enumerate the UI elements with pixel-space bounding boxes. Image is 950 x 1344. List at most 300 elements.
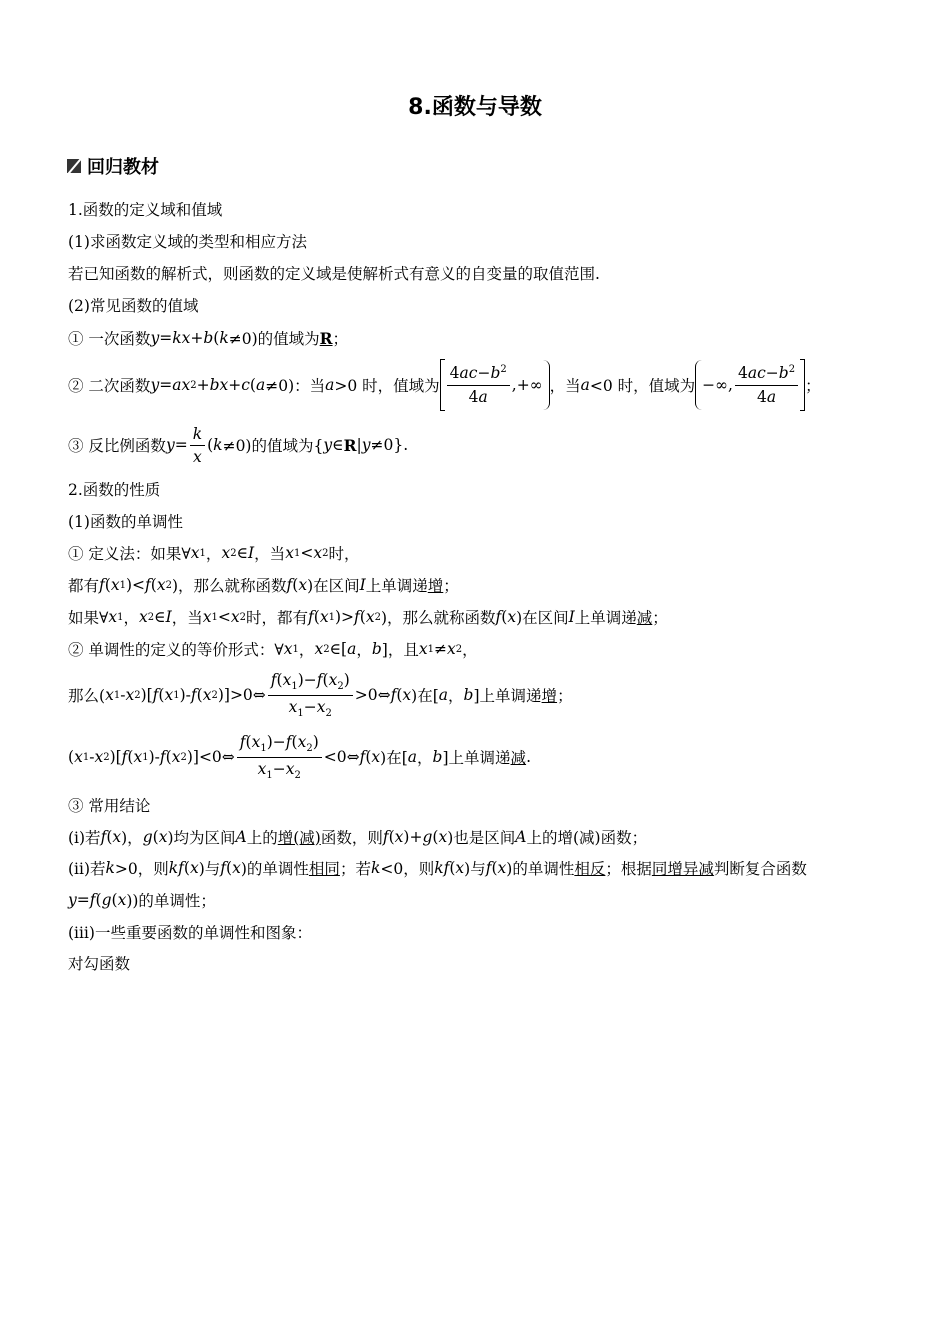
text: ( <box>207 436 214 454</box>
underlined-answer: 减 <box>510 749 527 767</box>
math-var: A <box>515 828 527 846</box>
text: <0⇔ <box>323 748 360 766</box>
subscript: 1 <box>293 547 301 559</box>
text: = <box>159 376 173 394</box>
math-var: g <box>422 828 433 846</box>
text: 上单调递 <box>365 577 428 595</box>
page-title: 8.函数与导数 <box>408 95 542 120</box>
math-var: a <box>255 376 266 394</box>
text: ≠ <box>433 640 447 658</box>
text: ( <box>127 748 134 766</box>
math-var: x <box>232 859 241 877</box>
text: 4 <box>756 387 767 406</box>
math-var: f <box>286 576 293 594</box>
subscript: 2 <box>211 689 218 701</box>
math-var: x <box>105 686 114 704</box>
denominator <box>190 446 205 466</box>
text: )]>0⇔ <box>217 686 266 704</box>
subscript: 2 <box>323 643 330 655</box>
math-var: x <box>139 608 148 626</box>
text: ， <box>417 749 433 767</box>
text: −∞, <box>702 376 733 394</box>
math-var: x <box>158 828 168 846</box>
subscript: 1 <box>260 743 267 755</box>
text: 若已知函数的解析式，则函数的定义域是使解析式有意义的自变量的取值范围. <box>68 265 600 283</box>
math-var: f <box>285 733 292 752</box>
math-var: b <box>203 329 214 347</box>
text-line <box>68 322 348 354</box>
text: . <box>526 748 531 766</box>
math-var: x <box>230 608 240 626</box>
superscript: 2 <box>190 379 197 391</box>
subscript: 2 <box>325 707 332 719</box>
text: (2)常见函数的值域 <box>68 297 199 315</box>
math-var: I <box>568 608 575 626</box>
subscript: 2 <box>134 689 141 701</box>
text: ， <box>448 687 464 705</box>
text: ① 定义法：如果∀ <box>68 545 191 563</box>
text: )在[ <box>380 749 408 767</box>
text: >0⇔ <box>354 686 391 704</box>
math-var: x <box>189 859 199 877</box>
text: )也是区间 <box>447 829 516 847</box>
text: (ⅲ)一些重要函数的单调性和图象： <box>68 924 312 942</box>
text: >0，则 <box>114 860 169 878</box>
fraction <box>237 733 322 780</box>
subscript: 1 <box>82 751 90 763</box>
subscript: 2 <box>306 743 313 755</box>
denominator <box>754 386 779 406</box>
subscript: 2 <box>165 579 172 591</box>
text-line <box>68 257 600 289</box>
text-line <box>68 193 222 225</box>
subscript: 2 <box>180 751 187 763</box>
text: ( <box>322 671 329 690</box>
text-line <box>68 916 312 948</box>
text: ； <box>443 577 459 595</box>
text: 如果∀ <box>68 609 109 627</box>
text: ( <box>313 608 320 626</box>
numerator <box>237 733 322 757</box>
text: ( <box>95 891 102 909</box>
subscript: 2 <box>294 769 301 781</box>
math-var: x <box>507 608 517 626</box>
math-var: k <box>192 424 203 443</box>
text: ≠0}. <box>370 436 409 454</box>
math-var: k <box>213 436 223 454</box>
text: )的单调性 <box>240 860 309 878</box>
math-var: a <box>478 387 488 406</box>
math-var: k <box>370 859 381 877</box>
math-var: x <box>438 828 448 846</box>
subscript: 2 <box>103 751 110 763</box>
text: 4 <box>449 364 460 383</box>
text: (1)函数的单调性 <box>68 513 183 531</box>
text: 1.函数的定义域和值域 <box>68 201 223 219</box>
text-line <box>68 884 216 916</box>
math-var: x <box>133 748 143 766</box>
text: 时，都有 <box>246 609 309 627</box>
text: ( <box>68 748 75 766</box>
math-var: x <box>282 671 292 690</box>
text: = <box>159 329 173 347</box>
text: ( <box>388 828 395 846</box>
text: 函数，则 <box>320 829 383 847</box>
text: )与 <box>464 860 486 878</box>
math-var: x <box>202 686 212 704</box>
text: )均为区间 <box>167 829 236 847</box>
text: 那么( <box>68 687 106 705</box>
math-var: f <box>495 608 502 626</box>
text: ，当 <box>254 545 286 563</box>
text: - <box>89 748 95 766</box>
subscript: 2 <box>239 611 246 623</box>
text-line <box>68 424 409 466</box>
text: ]，且 <box>381 641 419 659</box>
underlined-answer <box>320 329 333 348</box>
math-var: I <box>248 544 255 562</box>
math-var: a <box>407 748 418 766</box>
math-var: x <box>110 576 120 594</box>
text: 时， <box>328 545 360 563</box>
text: 上的增(减)函数； <box>526 829 648 847</box>
math-var: a <box>766 387 777 406</box>
math-var: x <box>257 759 267 778</box>
math-var: a <box>438 686 449 704</box>
denominator <box>286 696 335 719</box>
text: )< <box>125 576 145 594</box>
text: ∈ <box>332 436 344 454</box>
math-var: bx <box>209 376 229 394</box>
text-line <box>68 601 668 633</box>
subscript: 1 <box>113 689 121 701</box>
superscript: 2 <box>788 364 796 376</box>
text: ( <box>396 686 403 704</box>
math-var: f <box>190 686 197 704</box>
text-line <box>68 569 459 601</box>
text: <0，则 <box>380 860 435 878</box>
text: 上的 <box>246 829 278 847</box>
math-var: x <box>193 447 202 466</box>
text-line <box>68 289 198 321</box>
text-line <box>68 537 359 569</box>
text: )+ <box>403 828 423 846</box>
text: (1)求函数定义域的类型和相应方法 <box>68 233 307 251</box>
subscript: 2 <box>374 611 381 623</box>
math-var: k <box>105 859 115 877</box>
math-var: I <box>359 576 366 594</box>
text: ( <box>165 748 172 766</box>
text-line <box>68 789 150 821</box>
text: ； <box>805 377 821 395</box>
text: 对勾函数 <box>68 955 131 973</box>
underlined-answer: 增 <box>541 687 558 705</box>
underlined-answer: 增 <box>427 577 444 595</box>
math-var: f <box>382 828 389 846</box>
subscript: 1 <box>291 681 298 693</box>
text: )[ <box>140 686 153 704</box>
text: 2.函数的性质 <box>68 481 161 499</box>
text-line <box>68 671 573 719</box>
text: (ⅰ)若 <box>68 829 101 847</box>
fraction <box>268 671 353 718</box>
math-var: a <box>325 376 335 394</box>
math-var: x <box>313 544 323 562</box>
text: ( <box>152 828 159 846</box>
text: )的单调性 <box>506 860 575 878</box>
pencil-square-icon <box>67 159 81 173</box>
subscript: 1 <box>292 643 299 655</box>
underlined-answer: 相反 <box>574 860 606 878</box>
text: ( <box>249 376 256 394</box>
text: )> <box>334 608 354 626</box>
text: ≠0)的值域为 <box>228 330 320 348</box>
math-var: f <box>316 671 323 690</box>
text-line <box>68 473 160 505</box>
text: − <box>272 759 286 778</box>
math-var: f <box>121 748 128 766</box>
text: ( <box>449 859 456 877</box>
text-line <box>68 821 647 853</box>
underlined-answer: 相同 <box>308 860 340 878</box>
denominator <box>255 758 304 781</box>
math-var: x <box>112 828 122 846</box>
math-var: A <box>235 828 247 846</box>
fraction <box>190 425 205 466</box>
text: )， <box>121 829 143 847</box>
text: ( <box>491 859 498 877</box>
text: 都有 <box>68 577 100 595</box>
text: )在[ <box>411 687 439 705</box>
math-var: b <box>490 364 501 383</box>
text: ( <box>183 859 190 877</box>
subscript: 1 <box>427 643 434 655</box>
text-line <box>68 633 478 665</box>
text: < <box>217 608 231 626</box>
math-var: x <box>202 608 212 626</box>
math-var: x <box>314 640 324 658</box>
text: ( <box>213 329 220 347</box>
text: (ⅱ)若 <box>68 860 106 878</box>
math-var: x <box>394 828 404 846</box>
math-var: x <box>285 544 294 562</box>
text: ② 单调性的定义的等价形式：∀ <box>68 641 284 659</box>
text: ③ 反比例函数 <box>68 437 166 455</box>
text: - <box>120 686 126 704</box>
text: 判断复合函数 <box>713 860 807 878</box>
math-var: x <box>283 640 293 658</box>
text: )[ <box>109 748 122 766</box>
subscript: 2 <box>230 547 237 559</box>
math-var: b <box>778 364 789 383</box>
subscript: 1 <box>266 769 273 781</box>
math-var: x <box>328 671 338 690</box>
text: ； <box>332 330 349 348</box>
text: ∈ <box>154 608 166 626</box>
math-var: f <box>270 671 277 690</box>
text: )- <box>179 686 191 704</box>
math-var: x <box>497 859 507 877</box>
underlined-answer: 增(减) <box>277 829 321 847</box>
text-line <box>68 364 821 406</box>
right-paren <box>543 360 550 410</box>
text: ( <box>365 748 372 766</box>
text: ， <box>462 641 478 659</box>
text: 4 <box>737 364 748 383</box>
math-var: x <box>285 759 295 778</box>
math-var: x <box>108 608 118 626</box>
math-var: x <box>156 576 166 594</box>
text: ① 一次函数 <box>68 330 151 348</box>
math-var: b <box>371 640 382 658</box>
text: − <box>765 364 779 383</box>
math-var: g <box>101 891 112 909</box>
subscript: 1 <box>142 751 149 763</box>
text: ；若 <box>339 860 371 878</box>
text: ( <box>158 686 165 704</box>
text: ,+∞ <box>511 376 543 394</box>
math-var: x <box>117 891 127 909</box>
text: ( <box>501 608 508 626</box>
math-var: kf <box>168 859 184 877</box>
text: − <box>303 697 317 716</box>
text: )]<0⇔ <box>186 748 235 766</box>
math-var: x <box>125 686 135 704</box>
text: ))的单调性； <box>126 892 216 910</box>
text: ( <box>150 576 157 594</box>
underlined-answer: 同增异减 <box>651 860 714 878</box>
text-line <box>68 947 130 979</box>
bold-symbol: R <box>319 328 333 348</box>
subscript: 1 <box>117 611 124 623</box>
math-var: f <box>308 608 314 626</box>
math-var: x <box>402 686 412 704</box>
math-var: f <box>359 748 366 766</box>
text: ) <box>343 671 350 690</box>
subscript: 1 <box>173 689 180 701</box>
subscript: 1 <box>211 611 218 623</box>
text: ( <box>292 576 299 594</box>
math-var: f <box>152 686 159 704</box>
text: − <box>477 364 491 383</box>
text: + <box>228 376 242 394</box>
text-line <box>68 225 307 257</box>
math-var: x <box>251 733 261 752</box>
text: ( <box>111 891 118 909</box>
math-var: x <box>418 640 428 658</box>
math-var: ax <box>172 376 191 394</box>
math-var: I <box>165 608 172 626</box>
left-paren <box>695 360 702 410</box>
text: 上单调递 <box>574 609 637 627</box>
text: )在区间 <box>516 609 569 627</box>
math-var: a <box>347 640 357 658</box>
text: ( <box>291 733 298 752</box>
subscript: 1 <box>328 611 335 623</box>
math-var: y <box>361 436 371 454</box>
text: 4 <box>468 387 479 406</box>
subscript: 1 <box>119 579 126 591</box>
text: ， <box>123 609 139 627</box>
math-var: x <box>446 640 456 658</box>
denominator <box>466 386 491 406</box>
text: ( <box>432 828 439 846</box>
text: )− <box>266 733 286 752</box>
math-var: f <box>390 686 397 704</box>
numerator <box>735 364 798 385</box>
math-var: x <box>371 748 381 766</box>
math-var: f <box>354 608 360 626</box>
text: + <box>190 329 204 347</box>
math-var: x <box>94 748 104 766</box>
text: ，当 <box>171 609 203 627</box>
math-var: k <box>219 329 229 347</box>
text: ( <box>226 859 233 877</box>
text: ( <box>106 828 113 846</box>
math-var: f <box>159 748 166 766</box>
math-var: x <box>74 748 83 766</box>
text: = <box>76 891 90 909</box>
math-var: b <box>432 748 443 766</box>
subscript: 2 <box>322 547 329 559</box>
text: ； <box>652 609 668 627</box>
text: )，那么就称函数 <box>171 577 287 595</box>
math-var: f <box>485 859 492 877</box>
math-var: x <box>190 544 200 562</box>
text: ( <box>245 733 252 752</box>
text-line <box>68 733 531 781</box>
text: ； <box>557 687 573 705</box>
text: ， <box>298 641 315 659</box>
math-var: kx <box>172 329 191 347</box>
section-heading <box>67 153 159 179</box>
text: ， <box>205 545 222 563</box>
math-var: ac <box>459 364 478 383</box>
math-var: kf <box>434 859 450 877</box>
math-var: ac <box>747 364 766 383</box>
text: ( <box>104 576 111 594</box>
subscript: 1 <box>297 707 304 719</box>
text-line <box>68 505 183 537</box>
text: ( <box>196 686 203 704</box>
math-var: y <box>150 329 160 347</box>
text: ]上单调递 <box>442 749 511 767</box>
math-var: g <box>142 828 153 846</box>
math-var: x <box>221 544 231 562</box>
text: ② 二次函数 <box>68 377 151 395</box>
math-var: x <box>171 748 181 766</box>
math-var: b <box>463 686 474 704</box>
math-var: x <box>365 608 375 626</box>
text: ∈[ <box>329 640 348 658</box>
superscript: 2 <box>500 364 507 376</box>
text: ]上单调递 <box>473 687 542 705</box>
text: )- <box>148 748 160 766</box>
text: + <box>196 376 210 394</box>
subscript: 2 <box>147 611 155 623</box>
math-var: f <box>145 576 151 594</box>
text: = <box>174 436 188 454</box>
text: ∈ <box>236 544 249 562</box>
numerator <box>190 425 205 446</box>
math-var: f <box>239 733 246 752</box>
text: )− <box>297 671 317 690</box>
subscript: 2 <box>337 681 344 693</box>
math-var: x <box>297 733 307 752</box>
math-var: f <box>99 576 105 594</box>
math-var: x <box>298 576 308 594</box>
left-square-bracket <box>440 359 445 411</box>
